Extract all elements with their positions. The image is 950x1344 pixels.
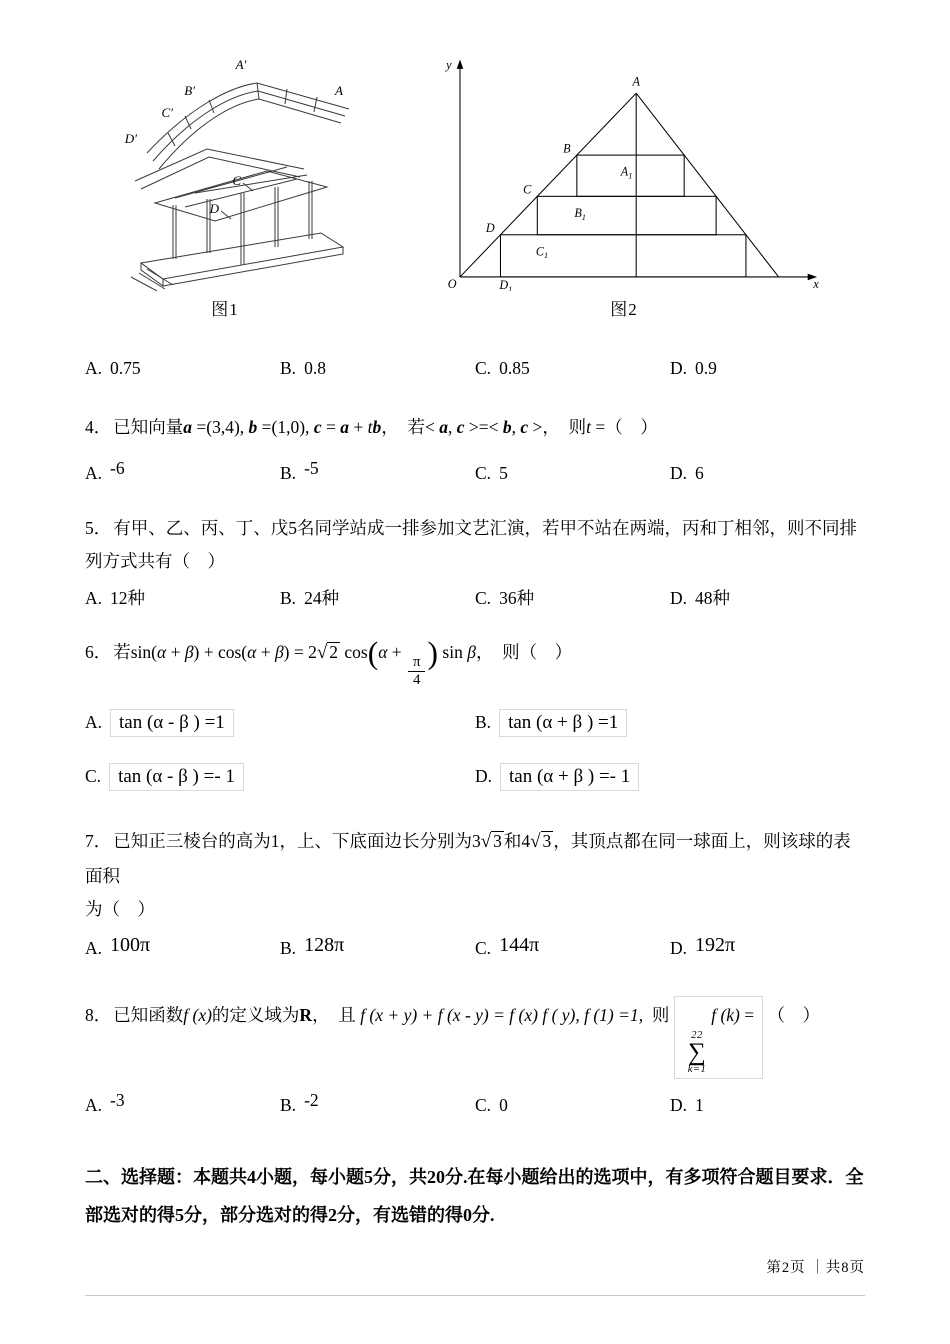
q3-option-d: [670, 358, 865, 379]
option-value: 0.75: [110, 358, 141, 378]
q8-option-a: [85, 1089, 280, 1116]
question-5-options: [85, 585, 865, 610]
question-7: [85, 825, 865, 925]
option-label: D.: [475, 766, 493, 787]
fig2-label-D1: $D_1$: [499, 278, 513, 291]
option-value: tan (α + β ) =1: [499, 709, 627, 737]
q7-option-d: [670, 934, 865, 960]
option-label: C.: [85, 766, 102, 787]
q4-option-d: [670, 463, 865, 484]
fig2-label-C: C: [523, 182, 532, 197]
question-number: 4．: [85, 417, 112, 437]
fig2-label-B: B: [563, 141, 571, 156]
fig1-label-C: C: [232, 173, 241, 188]
question-number: 5．: [85, 518, 112, 539]
sum-equation: 22 ∑ k=1 f (k) =: [674, 996, 763, 1078]
option-value: 1: [695, 1094, 704, 1115]
option-label: D.: [670, 358, 688, 378]
option-value: 144π: [499, 934, 540, 957]
option-value: -5: [304, 458, 319, 479]
section-2-text: 二、选择题：本题共4小题，每小题5分，共20分.在每小题给出的选项中，有多项符合题目要求．全部选对的得5分，部分选对的得2分，有选错的得0分.: [85, 1166, 864, 1226]
question-4-options: [85, 458, 865, 484]
question-tail: （ ）: [767, 1005, 820, 1026]
q4-option-a: [85, 458, 280, 484]
option-label: C.: [475, 938, 492, 959]
option-label: B.: [280, 588, 297, 609]
figure-1-drawing: [89, 53, 361, 291]
question-8: [85, 996, 865, 1078]
option-label: D.: [670, 938, 688, 959]
question-5: [85, 512, 865, 577]
option-label: B.: [280, 938, 297, 959]
question-3-options: [85, 358, 865, 379]
question-text: 已知函数f (x)的定义域为R， 且 f (x + y) + f (x - y) = f (x) f ( y), f (1) =1, 则: [113, 1005, 670, 1026]
option-value: 0.9: [695, 358, 717, 378]
fig2-label-D: D: [485, 220, 495, 235]
option-label: C.: [475, 1094, 492, 1115]
q6-option-d: [475, 763, 865, 791]
fig1-label-D: D: [209, 201, 219, 216]
q8-option-b: [280, 1089, 475, 1116]
figure-2: [365, 52, 865, 320]
option-value: 48种: [695, 588, 731, 609]
q5-option-d: [670, 585, 865, 610]
fig1-label-A-prime: A′: [235, 57, 247, 72]
footer-divider: [85, 1295, 865, 1296]
option-label: B.: [280, 1094, 297, 1115]
option-label: B.: [475, 712, 492, 733]
option-value: 6: [695, 463, 704, 484]
option-value: 128π: [304, 934, 345, 957]
question-number: 6．: [85, 642, 112, 663]
fig2-label-y: y: [446, 57, 452, 72]
option-value: 12种: [110, 588, 146, 609]
q3-option-b: [280, 358, 475, 379]
q5-option-a: [85, 585, 280, 610]
figure-1-caption: 图1: [211, 300, 239, 319]
option-label: C.: [475, 463, 492, 484]
q4-option-c: [475, 463, 670, 484]
option-value: -6: [110, 458, 125, 479]
figure-2-plot: [422, 52, 826, 291]
option-value: tan (α + β ) =- 1: [500, 763, 639, 791]
option-label: D.: [670, 1094, 688, 1115]
question-text: 已知向量a =(3,4), b =(1,0), c = a + tb， 若< a, c >=< b, c >， 则t =（ ）: [113, 417, 658, 437]
q7-option-c: [475, 934, 670, 960]
figure-2-caption: 图2: [610, 300, 638, 319]
option-label: C.: [475, 588, 492, 609]
option-label: A.: [85, 712, 103, 733]
q3-option-a: [85, 358, 280, 379]
figure-1: [85, 53, 365, 320]
option-value: 100π: [110, 934, 151, 957]
fig1-label-B-prime: B′: [184, 83, 195, 98]
option-label: B.: [280, 358, 297, 378]
question-text: 若sin(α + β) + cos(α + β) = 2√ 2 cos(α + $\frac{\pi}{4}$ ) sin β， 则（ ）: [113, 635, 573, 689]
question-4: [85, 411, 865, 443]
question-7-options: [85, 934, 865, 960]
option-value: 0.8: [304, 358, 326, 378]
option-label: D.: [670, 588, 688, 609]
fig1-label-A: A: [335, 83, 343, 98]
y-axis-arrow: [457, 59, 464, 68]
question-6-options: [85, 709, 865, 791]
question-number: 8．: [85, 1005, 112, 1026]
q7-option-b: [280, 934, 475, 960]
q6-option-a: [85, 709, 475, 737]
option-value: 5: [499, 463, 508, 484]
question-text-line2: 为（ ）: [85, 898, 155, 919]
fig2-label-O: O: [447, 277, 457, 291]
question-text: 有甲、乙、丙、丁、戊5名同学站成一排参加文艺汇演，若甲不站在两端，丙和丁相邻，则不同排列方式共有（ ）: [85, 518, 857, 571]
fig2-label-A: A: [632, 74, 640, 89]
option-label: A.: [85, 1094, 103, 1115]
fig2-label-A1: $A_1$: [620, 164, 633, 181]
question-number: 7．: [85, 831, 112, 852]
option-label: A.: [85, 588, 103, 609]
option-value: 0.85: [499, 358, 530, 378]
fig2-label-B1: $B_1$: [574, 205, 586, 222]
q8-option-c: [475, 1095, 670, 1116]
q5-option-b: [280, 585, 475, 610]
option-value: -3: [110, 1089, 125, 1110]
option-label: B.: [280, 463, 297, 484]
q7-option-a: [85, 934, 280, 960]
option-value: 24种: [304, 588, 340, 609]
question-6: [85, 636, 865, 689]
question-text: 已知正三棱台的高为1，上、下底面边长分别为3√ 3 和4√ 3 ，其顶点都在同一球面上，则该球的表面积: [85, 831, 851, 887]
fig1-label-D-prime: D′: [124, 131, 137, 146]
option-value: -2: [304, 1089, 319, 1110]
q4-option-b: [280, 458, 475, 484]
option-label: A.: [85, 938, 103, 959]
option-value: 192π: [695, 934, 736, 957]
q6-option-b: [475, 709, 865, 737]
option-label: A.: [85, 463, 103, 484]
section-2-header: [85, 1158, 865, 1235]
page-footer: 第2页 ｜共8页: [766, 1260, 865, 1276]
fig2-label-C1: $C_1$: [535, 244, 549, 261]
option-label: D.: [670, 463, 688, 484]
q6-option-c: [85, 763, 475, 791]
option-label: C.: [475, 358, 492, 378]
fig1-label-C-prime: C′: [161, 105, 173, 120]
fig2-label-x: x: [813, 277, 819, 291]
q5-option-c: [475, 585, 670, 610]
option-value: 36种: [499, 588, 535, 609]
q8-option-d: [670, 1095, 865, 1116]
option-value: tan (α - β ) =- 1: [109, 763, 244, 791]
q3-option-c: [475, 358, 670, 379]
option-value: 0: [499, 1094, 508, 1115]
figures-row: [85, 52, 865, 320]
question-8-options: [85, 1089, 865, 1116]
option-value: tan (α - β ) =1: [110, 709, 234, 737]
option-label: A.: [85, 358, 103, 378]
